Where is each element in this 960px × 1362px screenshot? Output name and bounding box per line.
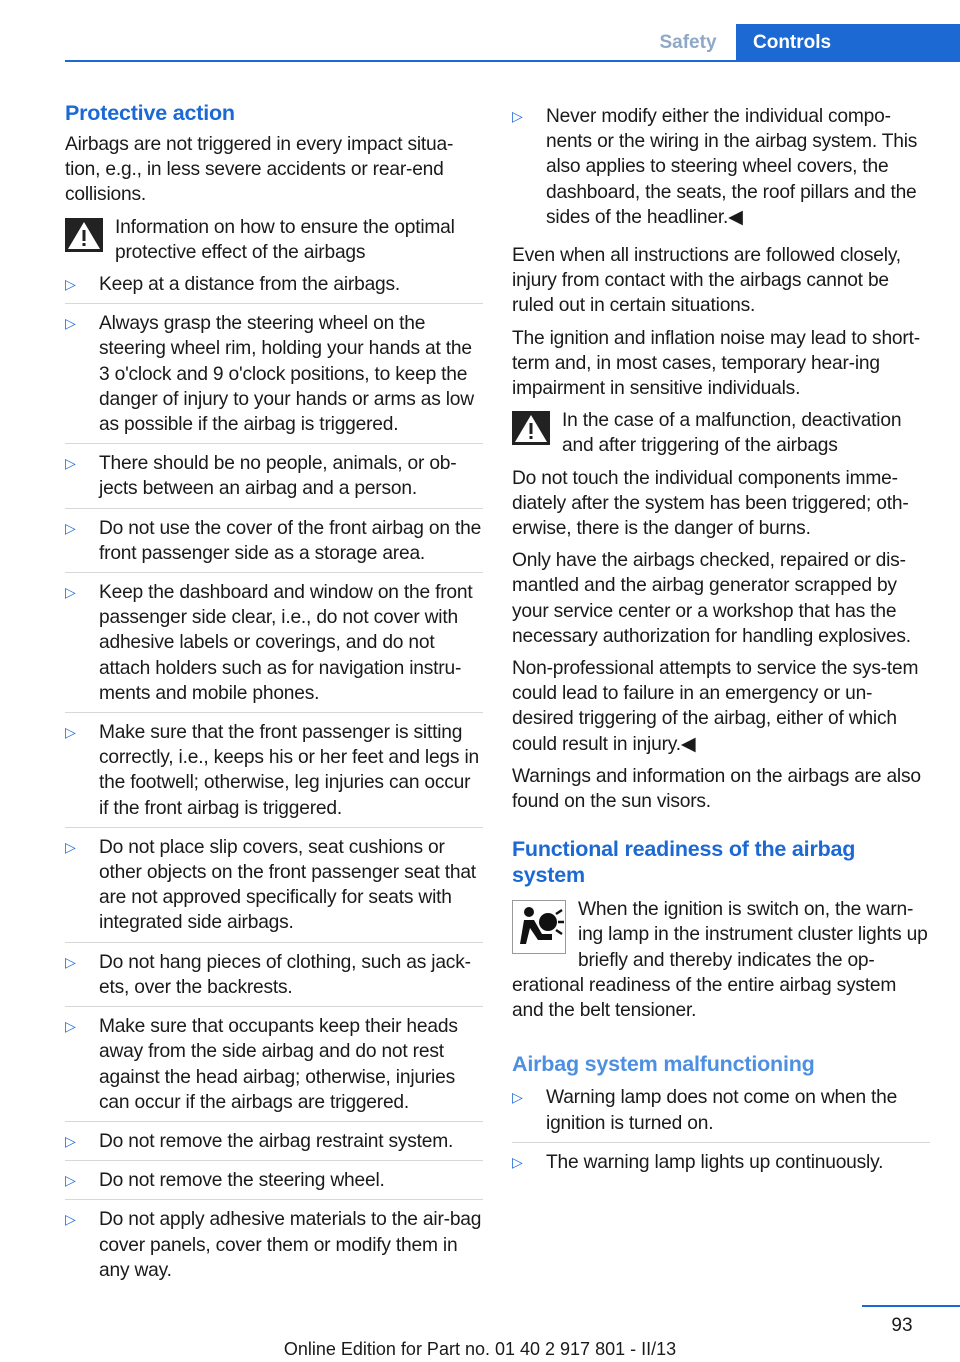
bullet-icon: ▷ xyxy=(65,953,76,970)
intro-paragraph: Airbags are not triggered in every impact situa-tion, e.g., in less severe accidents or rear-end collisions. xyxy=(65,134,454,206)
list-item-text: Do not hang pieces of clothing, such as jack-ets, over the backrests. xyxy=(99,951,471,998)
list-item xyxy=(512,1150,930,1181)
bullet-icon: ▷ xyxy=(65,519,76,536)
list-item-text: The warning lamp lights up continuously. xyxy=(546,1151,884,1173)
airbag-lamp-block xyxy=(512,897,930,973)
bullet-icon: ▷ xyxy=(65,315,76,332)
paragraph: Do not touch the individual components imme-diately after the system has been triggered; oth-erwise, there is the danger of burns. xyxy=(512,467,909,540)
bullet-icon: ▷ xyxy=(65,584,76,601)
list-item-text: Do not place slip covers, seat cushions or other objects on the front passenger seat that are not approved specifically for seats with integrated side airbags. xyxy=(99,836,476,934)
list-item-text: Do not apply adhesive materials to the air-bag cover panels, cover them or modify them in any way. xyxy=(99,1209,482,1281)
list-item-text: Do not remove the airbag restraint system. xyxy=(99,1130,454,1152)
paragraph: Even when all instructions are followed closely, injury from contact with the airbags cannot be ruled out in certain situations. xyxy=(512,245,901,317)
warning-triangle-icon xyxy=(512,411,550,445)
bullet-icon: ▷ xyxy=(65,724,76,741)
warning-note xyxy=(512,408,930,458)
bullet-icon: ▷ xyxy=(65,1018,76,1035)
left-column xyxy=(65,100,483,1296)
bullet-icon: ▷ xyxy=(65,1132,76,1149)
list-item xyxy=(512,104,930,236)
list-item xyxy=(65,580,483,713)
malfunction-list xyxy=(512,1085,930,1181)
list-item-text: Make sure that the front passenger is sitting correctly, i.e., keeps his or her feet and legs in the footwell; otherwise, leg injuries can occur if the front airbag is triggered. xyxy=(99,722,479,819)
list-item-text: Never modify either the individual compo-nents or the wiring in the airbag system. This also applies to steering wheel covers, the dashboard, the seats, the roof pillars and the sides of the headliner.◀ xyxy=(546,106,918,228)
list-item xyxy=(65,835,483,943)
bullet-icon: ▷ xyxy=(65,1211,76,1228)
left-bullet-list xyxy=(65,272,483,1289)
tab-safety[interactable]: Safety xyxy=(659,32,717,53)
list-item xyxy=(65,1129,483,1161)
section-title-malfunction: Airbag system malfunctioning xyxy=(512,1052,815,1077)
list-item xyxy=(65,1168,483,1200)
tab-controls[interactable]: Controls xyxy=(736,24,960,62)
list-item xyxy=(512,1085,930,1142)
bullet-icon: ▷ xyxy=(512,1153,523,1170)
warning-text: Information on how to ensure the optimal protective effect of the airbags xyxy=(115,216,455,263)
paragraph: Non-professional attempts to service the sys-tem could lead to failure in an emergency or un-desired triggering of the airbag, either of which could result in injury.◀ xyxy=(512,658,919,755)
bullet-icon: ▷ xyxy=(65,838,76,855)
section-title-functional-readiness: Functional readiness of the airbag system xyxy=(512,837,856,888)
warning-text: In the case of a malfunction, deactivation and after triggering of the airbags xyxy=(562,410,902,457)
paragraph: Only have the airbags checked, repaired or dis-mantled and the airbag generator scrapped by your service center or a workshop that has the necessary authorization for handling explosives. xyxy=(512,550,911,647)
list-item xyxy=(65,451,483,508)
lamp-text: When the ignition is switch on, the warn-ing lamp in the instrument cluster lights up briefly and thereby indicates the op- xyxy=(578,899,928,971)
bullet-icon: ▷ xyxy=(512,1089,523,1106)
list-item xyxy=(65,720,483,828)
bullet-icon: ▷ xyxy=(65,455,76,472)
page-number: 93 xyxy=(891,1315,913,1336)
warning-triangle-icon xyxy=(65,218,103,252)
list-item-text: Keep the dashboard and window on the front passenger side clear, i.e., do not cover with adhesive labels or coverings, and do not attach holders such as for navigation instru-ments and mobile phones. xyxy=(99,582,473,704)
list-item-text: Do not remove the steering wheel. xyxy=(99,1170,385,1192)
list-item xyxy=(65,1014,483,1122)
footer-edition: Online Edition for Part no. 01 40 2 917 801 - II/13 xyxy=(283,1339,677,1359)
paragraph: The ignition and inflation noise may lead to short-term and, in most cases, temporary hear-ing impairment in sensitive individuals. xyxy=(512,327,920,400)
section-title-protective-action: Protective action xyxy=(65,101,235,125)
list-item-text: Do not use the cover of the front airbag on the front passenger side as a storage area. xyxy=(99,517,482,564)
list-item xyxy=(65,1207,483,1289)
list-item-text: Always grasp the steering wheel on the steering wheel rim, holding your hands at the 3 o'clock and 9 o'clock positions, to keep the danger of injury to your hands or arms as low as possible if the airbag is triggered. xyxy=(99,313,474,436)
list-item-text: Warning lamp does not come on when the ignition is turned on. xyxy=(546,1087,898,1134)
bullet-icon: ▷ xyxy=(65,1172,76,1189)
lamp-text-continued: erational readiness of the entire airbag system and the belt tensioner. xyxy=(512,974,897,1022)
list-item xyxy=(65,272,483,304)
list-item-text: Keep at a distance from the airbags. xyxy=(99,274,401,296)
list-item xyxy=(65,516,483,573)
bullet-icon: ▷ xyxy=(65,276,76,293)
right-column xyxy=(512,104,930,1188)
list-item-text: Make sure that occupants keep their heads away from the side airbag and do not rest against the head airbag; otherwise, injuries can occur if the airbags are triggered. xyxy=(99,1016,458,1113)
list-item-text: There should be no people, animals, or ob-jects between an airbag and a person. xyxy=(99,453,457,500)
header-rule xyxy=(65,60,960,62)
list-item xyxy=(65,311,483,444)
airbag-warning-lamp-icon xyxy=(512,900,566,954)
paragraph: Warnings and information on the airbags are also found on the sun visors. xyxy=(512,765,921,813)
list-item xyxy=(65,950,483,1007)
warning-note xyxy=(65,215,483,265)
right-top-list xyxy=(512,104,930,236)
bullet-icon: ▷ xyxy=(512,108,523,124)
footer-rule xyxy=(862,1305,960,1307)
